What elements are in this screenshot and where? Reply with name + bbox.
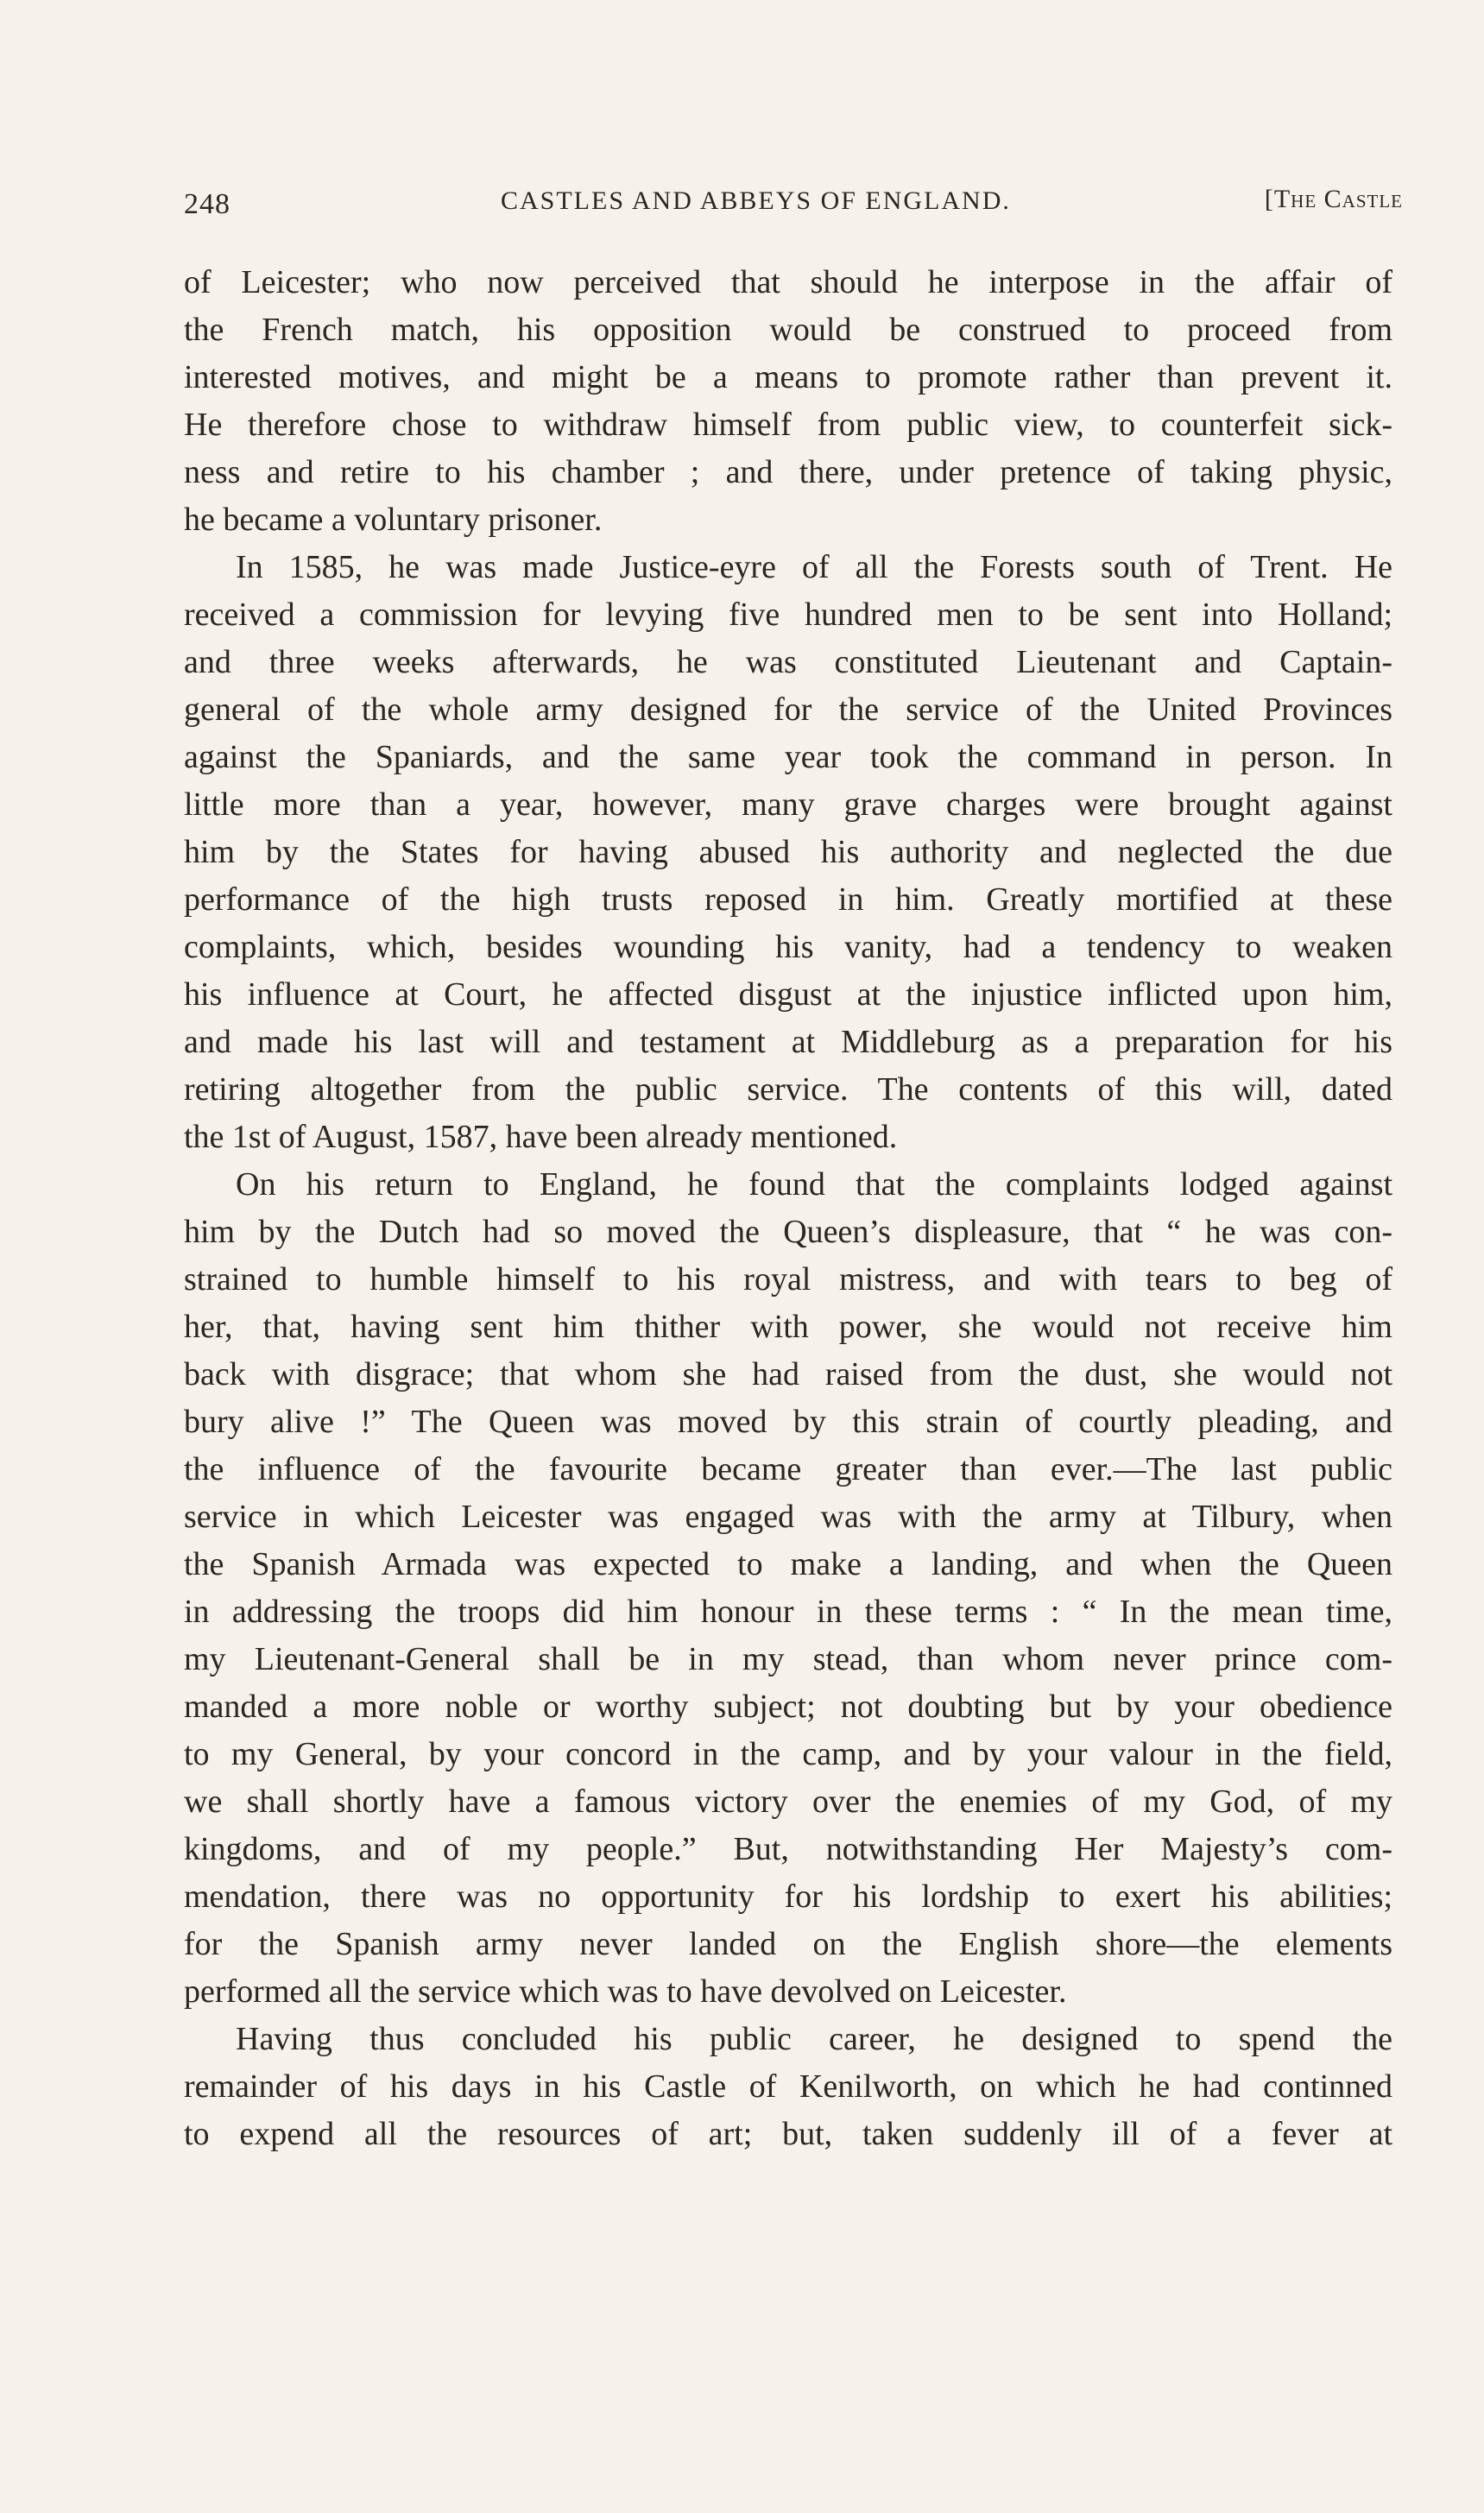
running-title: CASTLES AND ABBEYS OF ENGLAND. <box>501 186 1011 215</box>
text-line: the French match, his opposition would be construed to proceed from <box>184 312 1392 348</box>
text-line: of Leicester; who now perceived that should he interpose in the affair of <box>184 264 1392 300</box>
text-line: manded a more noble or worthy subject; not doubting but by your obedience <box>184 1689 1392 1725</box>
text-line: in addressing the troops did him honour in these terms : “ In the mean time, <box>184 1594 1392 1630</box>
text-line: and three weeks afterwards, he was constituted Lieutenant and Captain- <box>184 644 1392 680</box>
text-line: we shall shortly have a famous victory over the enemies of my God, of my <box>184 1784 1392 1820</box>
text-line: Having thus concluded his public career, he designed to spend the <box>236 2021 1392 2057</box>
text-line: mendation, there was no opportunity for his lordship to exert his abilities; <box>184 1878 1392 1915</box>
text-line: my Lieutenant-General shall be in my stead, than whom never prince com- <box>184 1641 1392 1677</box>
running-head <box>184 183 1403 218</box>
text-line: he became a voluntary prisoner. <box>184 502 603 538</box>
page-number: 248 <box>184 188 230 220</box>
text-line: to my General, by your concord in the camp, and by your valour in the field, <box>184 1736 1392 1772</box>
text-line: kingdoms, and of my people.” But, notwithstanding Her Majesty’s com- <box>184 1831 1392 1867</box>
text-line: him by the States for having abused his authority and neglected the due <box>184 834 1392 870</box>
text-line: complaints, which, besides wounding his vanity, had a tendency to weaken <box>184 929 1392 965</box>
text-line: received a commission for levying five hundred men to be sent into Holland; <box>184 597 1392 633</box>
text-line: to expend all the resources of art; but, taken suddenly ill of a fever at <box>184 2116 1392 2152</box>
text-line: bury alive !” The Queen was moved by this strain of courtly pleading, and <box>184 1404 1392 1440</box>
section-marker: [The Castle <box>1264 185 1403 213</box>
text-line: his influence at Court, he affected disgust at the injustice inflicted upon him, <box>184 976 1392 1013</box>
text-line: interested motives, and might be a means to promote rather than prevent it. <box>184 359 1392 395</box>
text-line: performed all the service which was to have devolved on Leicester. <box>184 1973 1067 2010</box>
text-line: against the Spaniards, and the same year took the command in person. In <box>184 739 1392 775</box>
text-line: the 1st of August, 1587, have been already mentioned. <box>184 1119 898 1155</box>
text-line: her, that, having sent him thither with power, she would not receive him <box>184 1309 1392 1345</box>
text-line: On his return to England, he found that the complaints lodged against <box>236 1166 1392 1203</box>
text-line: little more than a year, however, many grave charges were brought against <box>184 786 1392 823</box>
text-line: the influence of the favourite became greater than ever.—The last public <box>184 1451 1392 1487</box>
text-line: general of the whole army designed for the service of the United Provinces <box>184 691 1392 728</box>
text-line: and made his last will and testament at Middleburg as a preparation for his <box>184 1024 1392 1060</box>
text-line: strained to humble himself to his royal mistress, and with tears to beg of <box>184 1261 1392 1298</box>
text-line: for the Spanish army never landed on the English shore—the elements <box>184 1926 1392 1962</box>
text-line: remainder of his days in his Castle of Kenilworth, on which he had continned <box>184 2068 1392 2105</box>
text-line: He therefore chose to withdraw himself from public view, to counterfeit sick- <box>184 407 1392 443</box>
text-line: service in which Leicester was engaged was with the army at Tilbury, when <box>184 1499 1392 1535</box>
text-line: performance of the high trusts reposed in him. Greatly mortified at these <box>184 881 1392 918</box>
body-text <box>184 259 1392 2158</box>
text-line: In 1585, he was made Justice-eyre of all the Forests south of Trent. He <box>236 549 1392 585</box>
text-line: retiring altogether from the public service. The contents of this will, dated <box>184 1071 1392 1108</box>
text-line: the Spanish Armada was expected to make a landing, and when the Queen <box>184 1546 1392 1582</box>
text-line: back with disgrace; that whom she had raised from the dust, she would not <box>184 1356 1392 1392</box>
text-line: him by the Dutch had so moved the Queen’s displeasure, that “ he was con- <box>184 1214 1392 1250</box>
text-line: ness and retire to his chamber ; and there, under pretence of taking physic, <box>184 454 1392 490</box>
